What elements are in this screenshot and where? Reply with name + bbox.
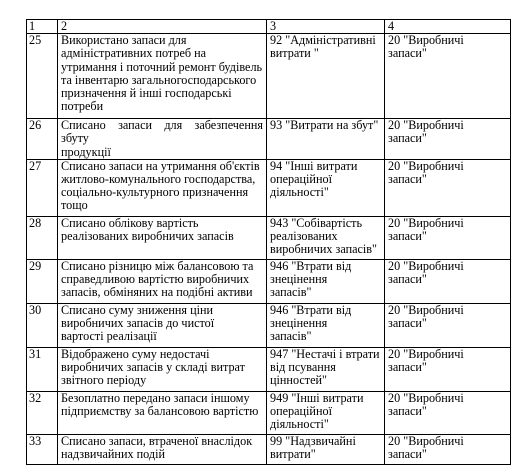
header-col-2: 2	[58, 20, 267, 34]
operation-description: Списано запаси для забезпечення збуту продукції	[58, 119, 267, 160]
operation-description: Використано запаси для адміністративних потреб на утримання і поточний ремонт будівель та інвентарю загальногосподарського призначення й інші господарські потреби	[58, 34, 267, 119]
table-row	[27, 216, 511, 259]
credit-account: 20 "Виробничі запаси"	[385, 34, 511, 119]
row-number: 31	[27, 347, 58, 391]
header-col-4: 4	[385, 20, 511, 34]
row-number: 28	[27, 216, 58, 259]
debit-account: 947 "Нестачі і втрати від псування цінностей"	[267, 347, 385, 391]
row-number: 26	[27, 119, 58, 160]
debit-account: 946 "Втрати від знецінення запасів"	[267, 259, 385, 303]
row-number: 30	[27, 303, 58, 347]
table-header-row	[27, 20, 511, 34]
operation-description: Відображено суму недостачі виробничих запасів у складі витрат звітного періоду	[58, 347, 267, 391]
debit-account: 92 "Адміністративні витрати "	[267, 34, 385, 119]
operation-description: Списано різницю між балансовою та справедливою вартістю виробничих запасів, обміняних на подібні активи	[58, 259, 267, 303]
debit-account: 94 "Інші витрати операційної діяльності"	[267, 159, 385, 216]
table-row	[27, 34, 511, 119]
credit-account: 20 "Виробничі запаси"	[385, 391, 511, 434]
credit-account: 20 "Виробничі запаси"	[385, 347, 511, 391]
accounting-entries-table	[26, 19, 511, 465]
credit-account: 20 "Виробничі запаси"	[385, 216, 511, 259]
table-row	[27, 347, 511, 391]
row-number: 33	[27, 434, 58, 464]
table-row	[27, 159, 511, 216]
debit-account: 949 "Інші витрати операційної діяльності"	[267, 391, 385, 434]
row-number: 32	[27, 391, 58, 434]
operation-description: Списано запаси, втраченої внаслідок надзвичайних подій	[58, 434, 267, 464]
debit-account: 99 "Надзвичайні витрати"	[267, 434, 385, 464]
table-row	[27, 303, 511, 347]
credit-account: 20 "Виробничі запаси"	[385, 303, 511, 347]
credit-account: 20 "Виробничі запаси"	[385, 159, 511, 216]
table-row	[27, 434, 511, 464]
row-number: 25	[27, 34, 58, 119]
operation-description: Безоплатно передано запаси іншому підприємству за балансовою вартістю	[58, 391, 267, 434]
credit-account: 20 "Виробничі запаси"	[385, 119, 511, 160]
debit-account: 946 "Втрати від знецінення запасів"	[267, 303, 385, 347]
credit-account: 20 "Виробничі запаси"	[385, 259, 511, 303]
row-number: 27	[27, 159, 58, 216]
debit-account: 943 "Собівартість реалізованих виробничих запасів"	[267, 216, 385, 259]
table-row	[27, 119, 511, 160]
header-col-1: 1	[27, 20, 58, 34]
row-number: 29	[27, 259, 58, 303]
table-row	[27, 259, 511, 303]
credit-account: 20 "Виробничі запаси"	[385, 434, 511, 464]
header-col-3: 3	[267, 20, 385, 34]
operation-description: Списано суму зниження ціни виробничих запасів до чистої вартості реалізації	[58, 303, 267, 347]
operation-description: Списано запаси на утримання об'єктів житлово-комунального господарства, соціально-культурного призначення тощо	[58, 159, 267, 216]
operation-description: Списано обліковy вартість реалізованих виробничих запасів	[58, 216, 267, 259]
table-row	[27, 391, 511, 434]
debit-account: 93 "Витрати на збут"	[267, 119, 385, 160]
